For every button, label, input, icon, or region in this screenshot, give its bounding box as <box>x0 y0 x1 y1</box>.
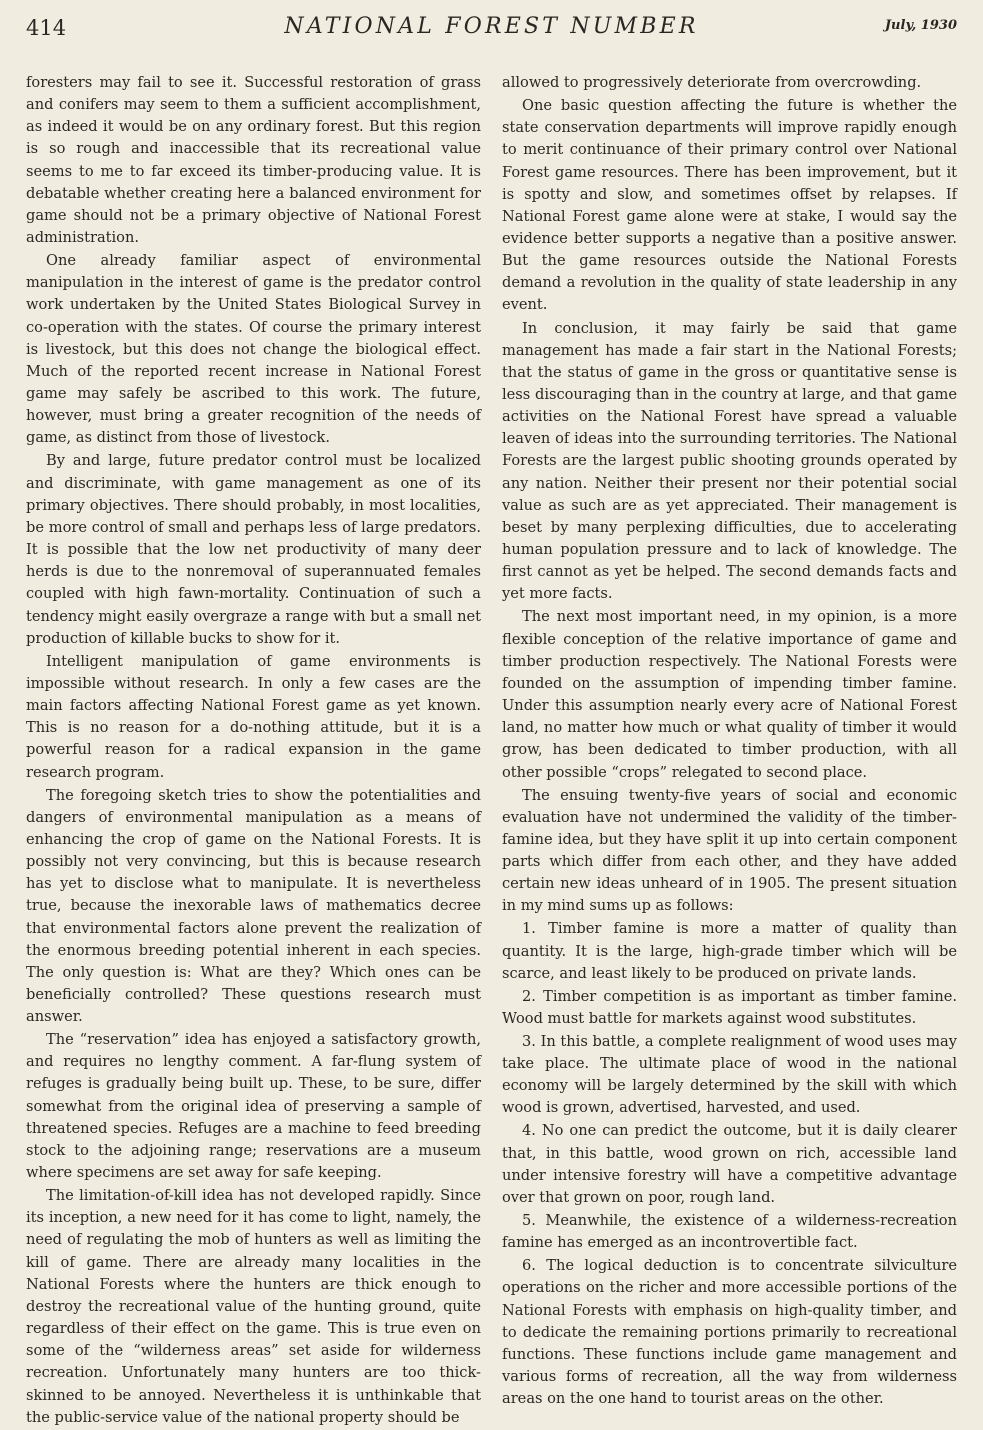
page-header <box>26 14 957 44</box>
paragraph: The “reservation” idea has enjoyed a satisfactory growth, and requires no lengthy comment. A far-flung system of refuges is gradually being built up. These, to be sure, differ somewhat from the original idea of preserving a sample of threatened species. Refuges are a machine to feed breeding stock to the adjoining range; reservations are a museum where specimens are set away for safe keeping. <box>26 1031 481 1182</box>
paragraph: 4. No one can predict the outcome, but it is daily clearer that, in this battle, wood grown on rich, accessible land under intensive forestry will have a competitive advantage over that grown on poor, rough land. <box>502 1122 957 1206</box>
paragraph: The ensuing twenty-five years of social and economic evaluation have not undermined the validity of the timber-famine idea, but they have split it up into certain component parts which differ from each other, and they have added certain new ideas unheard of in 1905. The present situation in my mind sums up as follows: <box>502 786 957 915</box>
paragraph: The next most important need, in my opinion, is a more flexible conception of the relative importance of game and timber production respectively. The National Forests were founded on the assumption of impending timber famine. Under this assumption nearly every acre of National Forest land, no matter how much or what quality of timber it would grow, has been dedicated to timber production, with all other possible “crops” relegated to second place. <box>502 608 957 781</box>
right-column <box>502 72 957 1411</box>
paragraph: 1. Timber famine is more a matter of quality than quantity. It is the large, high-grade timber which will be scarce, and least likely to be produced on private lands. <box>502 920 957 982</box>
paragraph: 2. Timber competition is as important as timber famine. Wood must battle for markets against wood substitutes. <box>502 987 957 1027</box>
paragraph: One already familiar aspect of environmental manipulation in the interest of game is the predator control work undertaken by the United States Biological Survey in co-operation with the states. Of course the primary interest is livestock, but this does not change the biological effect. Much of the reported recent increase in National Forest game may safely be ascribed to this work. The future, however, must bring a greater recognition of the needs of game, as distinct from those of livestock. <box>26 252 481 447</box>
paragraph: The foregoing sketch tries to show the potentialities and dangers of environmental manipulation as a means of enhancing the crop of game on the National Forests. It is possibly not very convincing, but this is because research has yet to disclose what to manipulate. It is nevertheless true, because the inexorable laws of mathematics decree that environmental factors alone prevent the realization of the enormous breeding potential inherent in each species. The only question is: What are they? Which ones can be beneficially controlled? These questions research must answer. <box>26 786 481 1026</box>
paragraph: allowed to progressively deteriorate from overcrowding. <box>502 74 922 91</box>
paragraph: By and large, future predator control must be localized and discriminate, with game management as one of its primary objectives. There should probably, in most localities, be more control of small and perhaps less of large predators. It is possible that the low net productivity of many deer herds is due to the nonremoval of superannuated females coupled with high fawn-mortality. Continuation of such a tendency might easily overgraze a range with but a small net production of killable bucks to show for it. <box>26 452 481 647</box>
paragraph: 5. Meanwhile, the existence of a wilderness-recreation famine has emerged as an incontrovertible fact. <box>502 1211 957 1252</box>
paragraph: 3. In this battle, a complete realignment of wood uses may take place. The ultimate place of wood in the national economy will be largely determined by the skill with which wood is grown, advertised, harvested, and used. <box>502 1032 957 1117</box>
paragraph: In conclusion, it may fairly be said that game management has made a fair start in the National Forests; that the status of game in the gross or quantitative sense is less discouraging than in the country at large, and that game activities on the National Forest have spread a valuable leaven of ideas into the surrounding territories. The National Forests are the largest public shooting grounds operated by any nation. Neither their present nor their potential social value as such are as yet appreciated. Their management is beset by many perplexing difficulties, due to accelerating human population pressure and to lack of knowledge. The first cannot as yet be helped. The second demands facts and yet more facts. <box>502 319 957 603</box>
paragraph: The limitation-of-kill idea has not developed rapidly. Since its inception, a new need for it has come to light, namely, the need of regulating the mob of hunters as well as limiting the kill of game. There are already many localities in the National Forests where the hunters are thick enough to destroy the recreational value of the hunting ground, quite regardless of their effect on the game. This is true even on some of the “wilderness areas” set aside for wilderness recreation. Unfortunately many hunters are too thick-skinned to be annoyed. Nevertheless it is unthinkable that the public-service value of the national property should be <box>26 1187 481 1426</box>
publication-title: NATIONAL FOREST NUMBER <box>284 14 699 39</box>
paragraph: 6. The logical deduction is to concentrate silviculture operations on the richer and more accessible portions of the National Forests with emphasis on high-quality timber, and to dedicate the remaining portions primarily to recreational functions. These functions include game management and various forms of recreation, all the way from wilderness areas on the one hand to tourist areas on the other. <box>502 1257 957 1408</box>
paragraph: Intelligent manipulation of game environments is impossible without research. In only a few cases are the main factors affecting National Forest game as yet known. This is no reason for a do-nothing attitude, but it is a powerful reason for a radical expansion in the game research program. <box>26 652 481 781</box>
page-number: 414 <box>26 16 67 40</box>
paragraph: foresters may fail to see it. Successful restoration of grass and conifers may seem to them a sufficient accomplishment, as indeed it would be on any ordinary forest. But this region is so rough and inaccessible that its recreational value seems to me to far exceed its timber-producing value. It is debatable whether creating here a balanced environment for game should not be a primary objective of National Forest administration. <box>26 74 481 247</box>
left-column <box>26 72 481 1430</box>
paragraph: One basic question affecting the future is whether the state conservation departments will improve rapidly enough to merit continuance of their primary control over National Forest game resources. There has been improvement, but it is spotty and slow, and sometimes offset by relapses. If National Forest game alone were at stake, I would say the evidence better supports a negative than a positive answer. But the game resources outside the National Forests demand a revolution in the quality of state leadership in any event. <box>502 97 957 314</box>
issue-date: July, 1930 <box>884 18 957 33</box>
